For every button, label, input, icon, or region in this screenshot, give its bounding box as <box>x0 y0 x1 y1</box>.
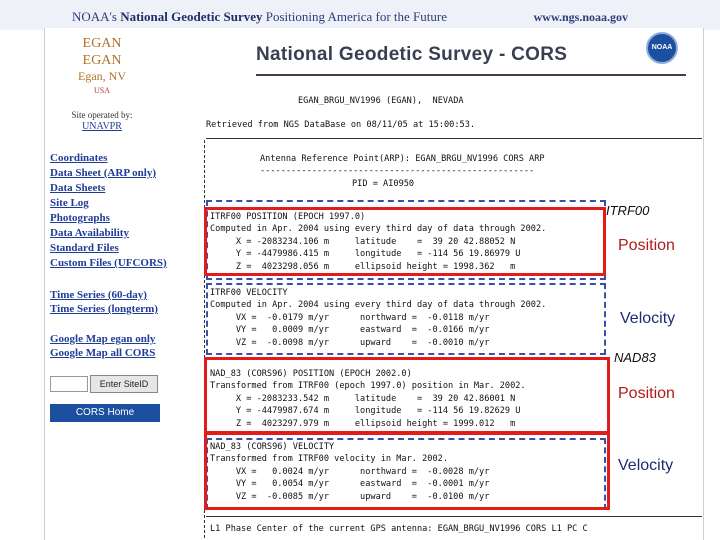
sidebar-link-data-sheet-arp[interactable]: Data Sheet (ARP only) <box>50 167 157 179</box>
enter-siteid-button[interactable]: Enter SiteID <box>90 375 158 393</box>
itrf-velocity-block: ITRF00 VELOCITY Computed in Apr. 2004 using every third day of data through 2002. VX = -0.0179 m/yr northward = -0.0118 m/yr VY = 0.0009 m/yr eastward = -0.0166 m/yr VZ = -0.0098 m/yr upward = -0.0010 m/yr <box>210 288 547 348</box>
sidebar-link-time-series-60day[interactable]: Time Series (60-day) <box>50 289 147 301</box>
site-id-2: EGAN <box>82 53 122 68</box>
sidebar-link-coordinates[interactable]: Coordinates <box>50 152 108 164</box>
nad-velocity-block: NAD_83 (CORS96) VELOCITY Transformed from ITRF00 velocity in Mar. 2002. VX = 0.0024 m/yr northward = -0.0028 m/yr VY = 0.0054 m/yr eastward = -0.0001 m/yr VZ = -0.0085 m/yr upward = -0.0100 m/yr <box>210 442 490 502</box>
nad-position-block: NAD_83 (CORS96) POSITION (EPOCH 2002.0) Transformed from ITRF00 (epoch 1997.0) position in Mar. 2002. X = -2083233.542 m latitude = 39 20 42.86001 N Y = -4479987.674 m longitude = -114 56 19.82629 U Z = 4023297.979 m ellipsoid height = 1999.012 m <box>210 369 526 429</box>
banner-url[interactable]: www.ngs.noaa.gov <box>533 10 628 24</box>
sidebar-link-data-availability[interactable]: Data Availability <box>50 227 129 239</box>
site-location: Egan, NV <box>78 69 126 83</box>
itrf-label: ITRF00 <box>606 203 650 218</box>
sidebar-link-google-map-all[interactable]: Google Map all CORS <box>50 347 156 359</box>
section-divider-top <box>206 138 702 139</box>
banner-org: NOAA's <box>72 9 117 24</box>
sidebar-link-custom-files[interactable]: Custom Files (UFCORS) <box>50 257 167 269</box>
banner-tagline: Positioning America for the Future <box>265 9 447 24</box>
site-country: USA <box>93 86 110 95</box>
arp-dashes: ----------------------------------------------------- <box>260 166 535 176</box>
l1-phase-line: L1 Phase Center of the current GPS antenna: EGAN_BRGU_NV1996 CORS L1 PC C <box>210 524 588 534</box>
site-line: EGAN_BRGU_NV1996 (EGAN), NEVADA <box>298 96 464 106</box>
nad-label: NAD83 <box>614 350 656 365</box>
noaa-logo: NOAA <box>646 32 678 64</box>
sidebar-link-standard-files[interactable]: Standard Files <box>50 242 119 254</box>
banner-agency: National Geodetic Survey <box>120 9 263 24</box>
sidebar-link-google-map-egan[interactable]: Google Map egan only <box>50 333 156 345</box>
cors-home-button[interactable]: CORS Home <box>50 404 160 422</box>
nad-velocity-highlight <box>204 432 610 510</box>
operated-by-label: Site operated by: <box>71 110 133 120</box>
operator-link[interactable]: UNAVPR <box>82 121 122 132</box>
site-id-1: EGAN <box>82 36 122 51</box>
page-title: National Geodetic Survey - CORS <box>256 44 568 65</box>
itrf-position-highlight <box>204 207 606 276</box>
sidebar-link-photographs[interactable]: Photographs <box>50 212 110 224</box>
itrf-position-block: ITRF00 POSITION (EPOCH 1997.0) Computed in Apr. 2004 using every third day of data through 2002. X = -2083234.106 m latitude = 39 20 42.88052 N Y = -4479986.415 m longitude = -114 56 19.86979 U Z = 4023298.056 m ellipsoid height = 1998.362 m <box>210 212 547 272</box>
title-underline <box>256 74 686 76</box>
top-banner <box>0 0 720 30</box>
nad-position-label: Position <box>618 385 675 402</box>
nad-position-highlight <box>204 357 610 434</box>
nad-velocity-label: Velocity <box>618 457 674 474</box>
sidebar-link-site-log[interactable]: Site Log <box>50 197 89 209</box>
banner-title <box>72 9 447 25</box>
itrf-velocity-label: Velocity <box>620 310 676 327</box>
siteid-input[interactable] <box>50 376 88 392</box>
section-divider-bottom <box>206 516 702 517</box>
pid-line: PID = AI0950 <box>352 179 415 189</box>
sidebar-link-time-series-longterm[interactable]: Time Series (longterm) <box>50 303 158 315</box>
sidebar-link-data-sheets[interactable]: Data Sheets <box>50 182 106 194</box>
arp-line: Antenna Reference Point(ARP): EGAN_BRGU_NV1996 CORS ARP <box>260 154 545 164</box>
itrf-position-label: Position <box>618 237 675 254</box>
retrieved-line: Retrieved from NGS DataBase on 08/11/05 at 15:00:53. <box>206 120 476 130</box>
